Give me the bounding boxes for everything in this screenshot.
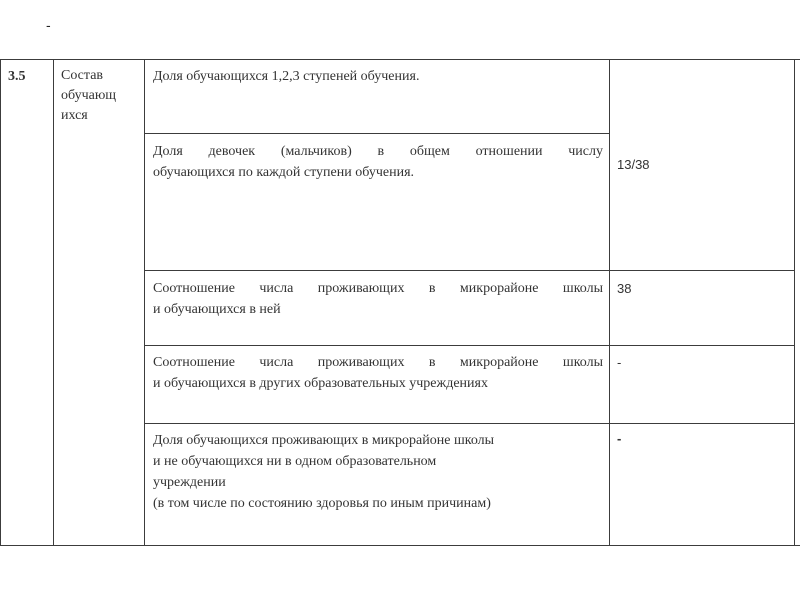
value-row-3: 38 xyxy=(617,281,632,296)
table-border-top xyxy=(0,59,800,60)
row-number-cell: 3.5 xyxy=(8,69,26,84)
table-border-bottom xyxy=(0,545,800,546)
indicator-row-5 xyxy=(153,430,603,514)
indicator-row-2-line-1: Доля девочек (мальчиков) в общем отношении числу xyxy=(153,144,603,159)
indicator-row-3-line-2: и обучающихся в ней xyxy=(153,302,281,317)
indicator-row-2 xyxy=(153,141,603,183)
indicator-row-4-line-2: и обучающихся в других образовательных учреждениях xyxy=(153,376,488,391)
indicator-row-5-line-4: (в том числе по состоянию здоровья по иным причинам) xyxy=(153,496,491,511)
indicator-row-3 xyxy=(153,278,603,320)
row-divider-4 xyxy=(144,423,795,424)
table-border-left xyxy=(0,59,1,546)
indicator-row-2-line-2: обучающихся по каждой ступени обучения. xyxy=(153,165,415,180)
value-row-5: - xyxy=(617,431,622,446)
indicator-row-4-line-1: Соотношение числа проживающих в микрорайоне школы xyxy=(153,355,603,370)
row-divider-2 xyxy=(144,270,795,271)
indicator-row-3-line-1: Соотношение числа проживающих в микрорайоне школы xyxy=(153,281,603,296)
top-dash-mark: - xyxy=(46,17,51,33)
indicator-row-4 xyxy=(153,352,603,394)
row-divider-1 xyxy=(144,133,610,134)
indicator-row-1: Доля обучающихся 1,2,3 ступеней обучения. xyxy=(153,69,420,84)
table-border-right xyxy=(794,59,795,546)
indicator-row-5-line-2: и не обучающихся ни в одном образовательном xyxy=(153,454,437,469)
column-divider-1 xyxy=(53,59,54,546)
category-cell: Состав обучающ ихся xyxy=(61,68,117,123)
indicator-row-5-line-3: учреждении xyxy=(153,475,226,490)
indicator-row-5-line-1: Доля обучающихся проживающих в микрорайоне школы xyxy=(153,433,495,448)
value-row-4: - xyxy=(617,355,622,370)
row-divider-3 xyxy=(144,345,795,346)
value-row-2: 13/38 xyxy=(617,157,650,172)
